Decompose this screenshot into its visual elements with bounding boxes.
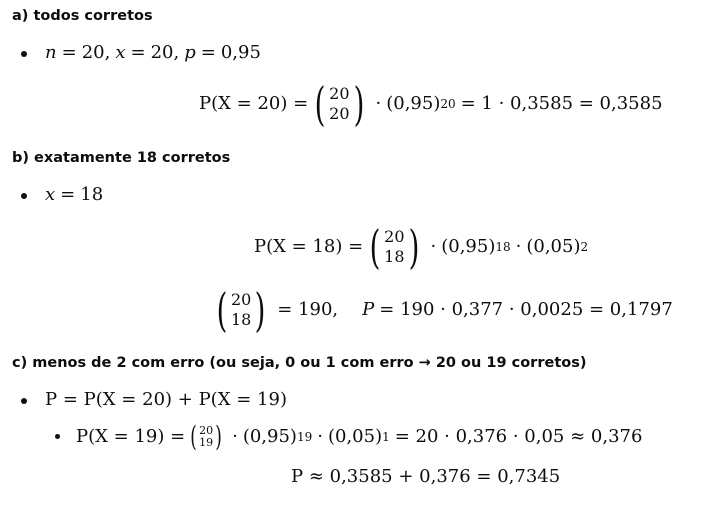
var-n: n [45, 42, 57, 63]
power-base: (0,05) [327, 426, 383, 447]
var-x: x [45, 184, 56, 205]
binomial-coefficient: ( 20 18 ) [369, 220, 419, 274]
heading-a: a) todos corretos [12, 8, 153, 24]
binom-bottom: 20 [329, 104, 350, 123]
power-base: (0,05) [526, 236, 581, 257]
equation-lhs: P(X = 19) = [76, 426, 186, 447]
equation-rhs: = 1 · 0,3585 = 0,3585 [460, 93, 663, 114]
equation-lhs: P(X = 18) = [254, 236, 364, 257]
binom-top: 20 [384, 227, 405, 246]
equation-c-sub: P(X = 19) = ( 20 19 ) · (0,95) 19 · (0,05) 1 = 20 · 0,376 · 0,05 ≈ 0,376 [76, 420, 643, 453]
sum-expression: P = P(X = 20) + P(X = 19) [45, 389, 287, 410]
binomial-coefficient: ( 20 20 ) [314, 77, 364, 131]
binomial-coefficient: ( 20 19 ) [190, 420, 222, 453]
bullet-dot [21, 398, 27, 404]
params-b: x = 18 [45, 184, 104, 205]
binom-bottom: 18 [230, 310, 252, 329]
val-n: 20 [81, 42, 105, 63]
power-base: (0,95) [242, 426, 297, 447]
binom-top: 20 [230, 290, 252, 309]
sub-bullet-dot [55, 434, 60, 439]
bullet-dot [21, 51, 27, 57]
binom-top: 20 [329, 84, 350, 103]
bullet-dot [21, 193, 27, 199]
var-p: P [362, 299, 375, 320]
var-p: p [184, 42, 196, 63]
binomial-coefficient: ( 20 18 ) [216, 283, 266, 337]
params-a: n = 20 , x = 20 , p = 0,95 [45, 42, 261, 63]
power-base: (0,95) [441, 236, 496, 257]
equation-rhs: = 190 · 0,377 · 0,0025 = 0,1797 [379, 299, 673, 320]
val-x: 18 [80, 184, 104, 205]
val-x: 20 [150, 42, 174, 63]
binom-top: 20 [199, 424, 214, 438]
val-p: 0,95 [220, 42, 261, 63]
equation-a: P(X = 20) = ( 20 20 ) · (0,95) 20 = 1 · 0,3585 = 0,3585 [199, 77, 663, 131]
binom-bottom: 18 [384, 247, 405, 266]
equation-rhs: = 20 · 0,376 · 0,05 ≈ 0,376 [394, 426, 643, 447]
binom-value: = 190, [277, 299, 339, 320]
equation-b1: P(X = 18) = ( 20 18 ) · (0,95) 18 · (0,05) 2 [254, 220, 589, 274]
power-base: (0,95) [386, 93, 441, 114]
equation-lhs: P(X = 20) = [199, 93, 309, 114]
var-x: x [115, 42, 126, 63]
equation-b2 [210, 284, 673, 336]
heading-c: c) menos de 2 com erro (ou seja, 0 ou 1 com erro → 20 ou 19 corretos) [12, 355, 587, 371]
heading-b: b) exatamente 18 corretos [12, 150, 231, 166]
final-result: P ≈ 0,3585 + 0,376 = 0,7345 [291, 466, 561, 487]
binom-bottom: 19 [199, 436, 214, 449]
